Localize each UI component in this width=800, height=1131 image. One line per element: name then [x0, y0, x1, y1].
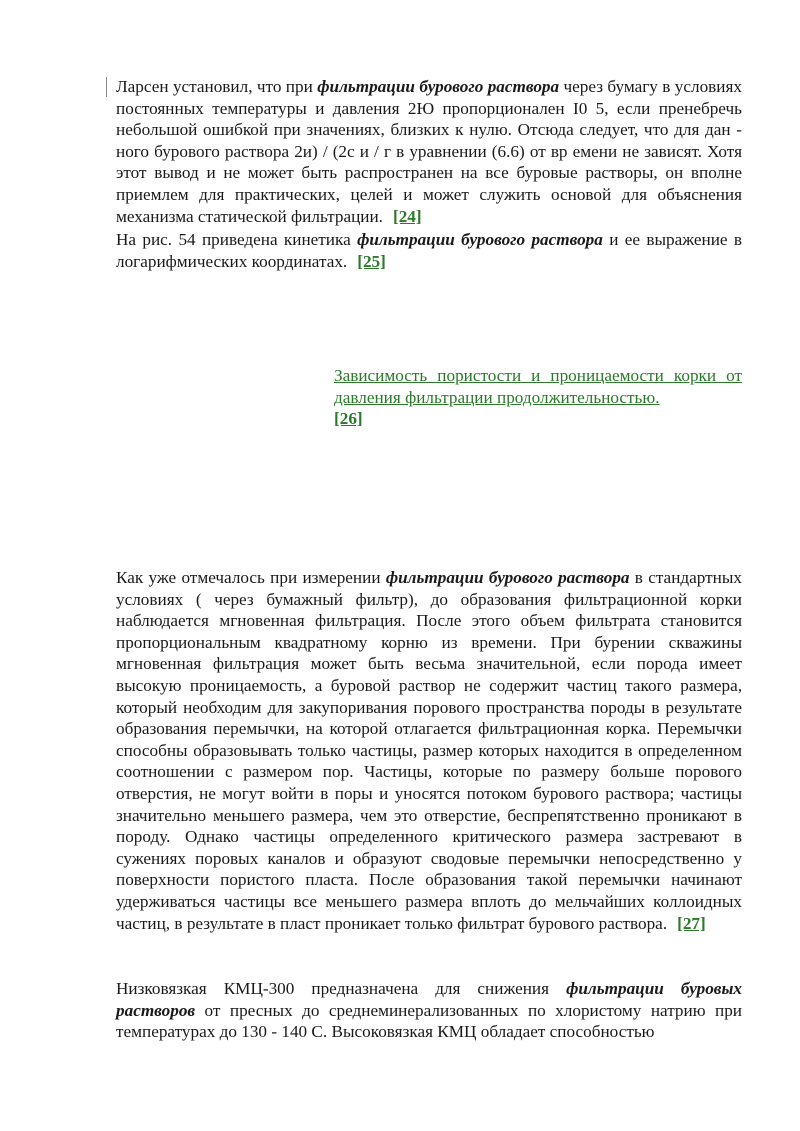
- paragraph-text: и ее выражение в логарифмических координатах.: [116, 230, 742, 271]
- caption-text[interactable]: Зависимость пористости и проницаемости корки от давления фильтрации продолжительностью.: [334, 366, 742, 407]
- paragraph-text: На рис. 54 приведена кинетика: [116, 230, 358, 249]
- keyword-highlight: фильтрации бурового раствора: [357, 230, 603, 249]
- paragraph-larsen: [116, 76, 742, 227]
- paragraph-text: через бумагу в условиях постоянных температуры и давления 2Ю пропорционален I0 5, если пренебречь небольшой ошибкой при значениях, близких к нулю. Отсюда следует, что для дан - ного бурового раствора 2и) / (2с и / г в уравнении (6.6) от вр емени не зависят. Хотя этот вывод и не может быть распространен на все буровые растворы, он вполне приемлем для практических, целей и может служить основой для объяснения механизма статической фильтрации.: [116, 77, 742, 226]
- paragraph-text: в стандартных условиях ( через бумажный фильтр), до образования фильтрационной корки наблюдается мгновенная фильтрация. После этого объем фильтрата становится пропорциональным квадратному корню из времени. При бурении скважины мгновенная фильтрация может быть весьма значительной, если порода имеет высокую проницаемость, а буровой раствор не содержит частиц такого размера, который необходим для закупоривания порового пространства породы в результате образования перемычки, на которой отлагается фильтрационная корка. Перемычки способны образовывать только частицы, размер которых находится в определенном соотношении с размером пор. Частицы, которые по размеру больше порового отверстия, не могут войти в поры и уносятся потоком бурового раствора; частицы значительно меньшего размера, чем это отверстие, беспрепятственно проникают в породу. Однако частицы определенного критического размера застревают в сужениях поровых каналов и образуют сводовые перемычки непосредственно у поверхности пористого пласта. После образования такой перемычки начинают удерживаться частицы все меньшего размера вплоть до мельчайших коллоидных частиц, в результате в пласт проникает только фильтрат бурового раствора.: [116, 568, 742, 933]
- paragraph-text: Как уже отмечалось при измерении: [116, 568, 386, 587]
- figure-caption-link[interactable]: [334, 365, 742, 430]
- keyword-highlight: фильтрации буровых растворов: [116, 979, 742, 1020]
- paragraph-cmc-300: [116, 978, 742, 1043]
- reference-link-27[interactable]: [27]: [677, 913, 706, 933]
- paragraph-figure-54: [116, 229, 742, 272]
- keyword-highlight: фильтрации бурового раствора: [385, 568, 630, 587]
- paragraph-text: Ларсен установил, что при: [116, 77, 318, 96]
- keyword-highlight: фильтрации бурового раствора: [317, 77, 560, 96]
- reference-link-24[interactable]: [24]: [392, 206, 422, 226]
- paragraph-text: Низковязкая КМЦ-300 предназначена для снижения: [116, 979, 567, 998]
- text-cursor: [106, 77, 107, 97]
- paragraph-instant-filtration: [116, 567, 742, 934]
- reference-link-26[interactable]: [26]: [334, 409, 363, 429]
- paragraph-text: от пресных до среднеминерализованных по хлористому натрию при температурах до 130 - 140 С. Высоковязкая КМЦ обладает способностью: [116, 1000, 742, 1042]
- reference-link-25[interactable]: [25]: [357, 251, 386, 271]
